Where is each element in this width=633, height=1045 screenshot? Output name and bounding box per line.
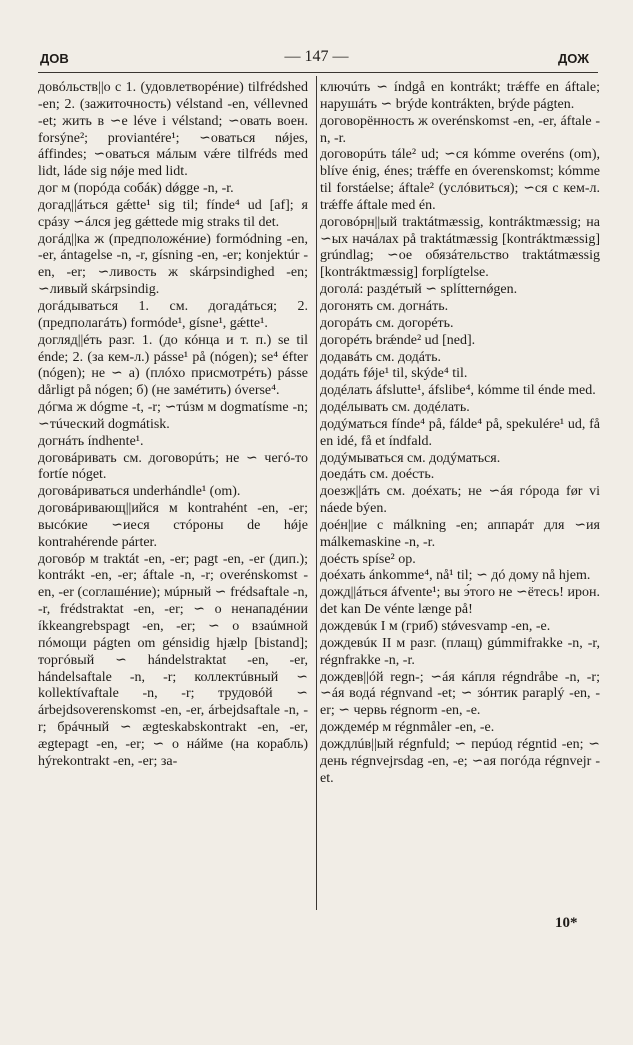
dictionary-entry: додéлывать см. додéлать. — [320, 400, 470, 416]
dictionary-entry: договóр м traktát -en, -er; pagt -en, -er (дип.); kontrákt -en, -er; áftale -n, -r; overénskomst -en, -er (соглашéние); мúрный ∽ frédsaftale -n, -r, frédstraktat -en, -er; ∽ о ненападéнии íkkeangrebspagt -en, -er; ∽ о взаúмной пóмощи págten om génsidig hjælp [bistand]; торгóвый ∽ hándelstraktat -en, -er, hándelsaftale -n, -r; коллектúвный ∽ kollektívaftale -n, -r; трудовóй ∽ árbejdsoverenskomst -en, -er, árbejdsaftale -n, -r; брáчный ∽ ægteskabskontrakt -en, -er, ægtepagt -en, -er; ∽ о нáйме (на корабль) hýrekontrakt -en, -er; за- — [38, 551, 308, 769]
dictionary-entry: дог м (порóда собáк) dǿgge -n, -r. — [38, 181, 234, 197]
dictionary-entry: дождемéр м régnmåler -en, -e. — [320, 720, 495, 736]
dictionary-entry: догáд||ка ж (предположéние) formódning -en, -er, ántagelse -n, -r, gísning -en, -er; konjektúr -en, -er; ∽ливость ж skárpsindighed -en; ∽ливый skárpsindig. — [38, 231, 308, 298]
page-number: — 147 — — [284, 48, 349, 65]
dictionary-entry: договáриваться underhándle¹ (om). — [38, 484, 241, 500]
dictionary-entry: додéлать áfslutte¹, áfslibe⁴, kómme til énde med. — [320, 383, 596, 399]
left-column — [38, 80, 308, 771]
dictionary-entry: договáривать см. договорúть; не ∽ чегó-то fortíe nóget. — [38, 450, 308, 483]
dictionary-entry: доéн||ие с málkning -en; аппарáт для ∽ия málkemaskine -n, -r. — [320, 517, 600, 550]
dictionary-entry: додýматься fínde⁴ på, fálde⁴ på, spekulére¹ ud, få en idé, få et índfald. — [320, 416, 600, 449]
left-guide-word: ДОВ — [40, 51, 69, 66]
dictionary-entry: доéсть spíse² op. — [320, 551, 416, 567]
signature-mark: 10* — [555, 915, 578, 931]
dictionary-entry: дожд||áться áfvente¹; вы э́того не ∽ётесь! ирон. det kan De vénte længe på! — [320, 585, 600, 618]
right-guide-word: ДОЖ — [558, 51, 589, 66]
dictionary-entry: дóгма ж dógme -t, -r; ∽тúзм м dogmatísme -n; ∽тúческий dogmátisk. — [38, 400, 308, 432]
dictionary-entry: дождлúв||ый régnfuld; ∽ перúод régntid -en; ∽ день régnvejrsdag -en, -e; ∽ая погóда régnvejr -et. — [320, 736, 600, 786]
dictionary-entry: догнáть índhente¹. — [38, 433, 144, 449]
column-divider — [316, 76, 317, 910]
dictionary-entry: додýмываться см. додýматься. — [320, 450, 501, 466]
dictionary-entry: ключúть ∽ índgå en kontrákt; trǽffe en áftale; нарушáть ∽ brýde kontrákten, brýde págten. — [320, 80, 600, 112]
dictionary-entry: доедáть см. доéсть. — [320, 467, 435, 483]
right-column — [320, 80, 600, 787]
dictionary-entry: доголá: раздéтый ∽ splítternǿgen. — [320, 282, 518, 298]
dictionary-entry: догад||áться gǽtte¹ sig til; fínde⁴ ud [af]; я срáзу ∽áлся jeg gǽttede mig straks til det. — [38, 197, 308, 230]
dictionary-entry: додавáть см. додáть. — [320, 349, 442, 365]
dictionary-entry: договáривающ||ийся м kontrahént -en, -er; высóкие ∽иеся стóроны de hǿje kontrahérende párter. — [38, 501, 308, 550]
dictionary-entry: догорéть brǽnde² ud [ned]. — [320, 332, 476, 348]
dictionary-entry: догáдываться 1. см. догадáться; 2. (предполагáть) formóde¹, gísne¹, gǽtte¹. — [38, 298, 308, 331]
dictionary-entry: догорáть см. догорéть. — [320, 315, 454, 331]
dictionary-entry: довóльств||о с 1. (удовлетворéние) tilfrédshed -en; 2. (зажиточность) vélstand -en, véllevned -et; жить в ∽е léve i vélstand; ∽овать воен. forsýne²; proviantére¹; ∽оваться nǿjes, áffindes; ∽оваться мáлым vǽre tilfréds med lidt, láde sig nǿje med lidt. — [38, 80, 308, 180]
dictionary-entry: догонять см. догнáть. — [320, 298, 449, 314]
dictionary-entry: дождевúк II м разг. (плащ) gúmmifrakke -n, -r, régnfrakke -n, -r. — [320, 635, 600, 668]
dictionary-entry: догляд||éть разг. 1. (до кóнца и т. п.) se til énde; 2. (за кем-л.) pásse¹ på (nógen); se⁴ éfter (nógen); не ∽ а) (плóхо присмотрéть) pásse dårligt på nógen; б) (не замéтить) óverse⁴. — [38, 332, 308, 399]
dictionary-entry: договорúть tále² ud; ∽ся kómme overéns (om), blíve énig, énes; trǽffe en óverenskomst; kómme til forstáelse; áftale² (услóвиться); ∽ся с кем-л. trǽffe áftale med én. — [320, 147, 600, 213]
dictionary-entry: дождев||óй regn-; ∽áя кáпля régndråbe -n, -r; ∽áя водá régnvand -et; ∽ зóнтик paraplý -en, -er; ∽ червь régnorm -en, -e. — [320, 669, 600, 719]
dictionary-entry: договорённость ж overénskomst -en, -er, áftale -n, -r. — [320, 113, 600, 146]
header-rule — [38, 72, 598, 73]
dictionary-entry: додáть fǿje¹ til, skýde⁴ til. — [320, 366, 468, 382]
running-header — [0, 47, 633, 71]
dictionary-entry: договóрн||ый traktátmæssig, kontráktmæssig; на ∽ых начáлах på traktátmæssig [kontráktmæssig] grúndlag; ∽ое обязáтельство traktátmæssig [kontráktmæssig] forplígtelse. — [320, 214, 600, 281]
dictionary-entry: дождевúк I м (гриб) stǿvesvamp -en, -e. — [320, 619, 551, 634]
dictionary-entry: доезж||áть см. доéхать; не ∽áя гóрода før vi náede býen. — [320, 484, 600, 517]
dictionary-entry: доéхать ánkomme⁴, nå¹ til; ∽ дó дому nå hjem. — [320, 568, 591, 584]
